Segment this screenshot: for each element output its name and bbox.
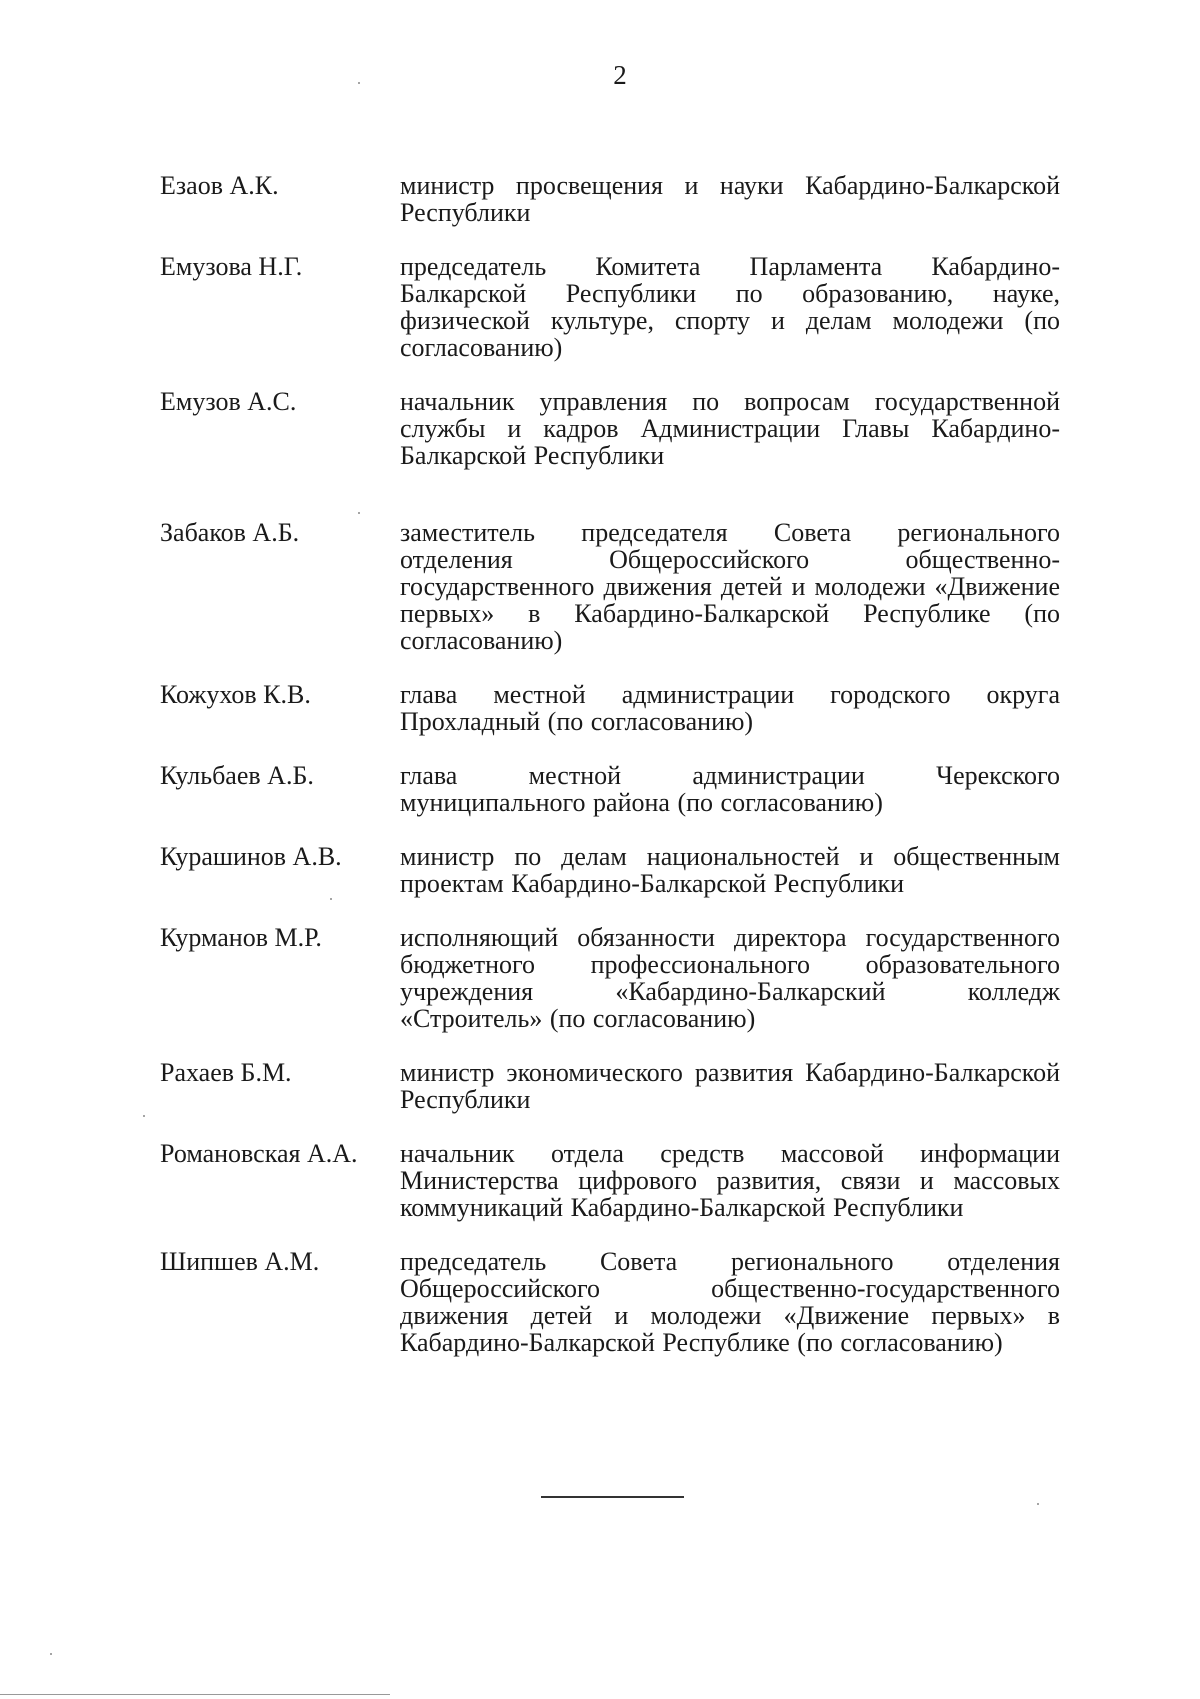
- end-of-list-rule: [541, 1496, 684, 1498]
- member-role: начальник отдела средств массовой информации Министерства цифрового развития, связи и массовых коммуникаций Кабардино-Балкарской Республики: [400, 1139, 1060, 1222]
- member-name: Романовская А.А.: [160, 1139, 358, 1168]
- member-role: министр экономического развития Кабардино-Балкарской Республики: [400, 1058, 1060, 1114]
- roster-entry: [160, 843, 1060, 897]
- roster-entry: [160, 1248, 1060, 1356]
- scan-speck: [358, 82, 360, 84]
- member-role: глава местной администрации городского округа Прохладный (по согласованию): [400, 680, 1060, 736]
- member-name: Кожухов К.В.: [160, 680, 311, 709]
- scan-speck: [1037, 1503, 1039, 1505]
- scan-speck: [330, 898, 332, 900]
- member-name: Емузова Н.Г.: [160, 252, 303, 281]
- page-number: 2: [613, 60, 627, 90]
- member-role: исполняющий обязанности директора государственного бюджетного профессионального образовательного учреждения «Кабардино-Балкарский колледж «Строитель» (по согласованию): [400, 923, 1060, 1033]
- member-name: Рахаев Б.М.: [160, 1058, 292, 1087]
- scan-speck: [143, 1115, 145, 1117]
- member-name: Кульбаев А.Б.: [160, 761, 314, 790]
- roster-entry: [160, 388, 1060, 469]
- roster-entry: [160, 681, 1060, 735]
- member-role: председатель Комитета Парламента Кабардино-Балкарской Республики по образованию, науке, физической культуре, спорту и делам молодежи (по согласованию): [400, 252, 1060, 362]
- member-role: министр по делам национальностей и общественным проектам Кабардино-Балкарской Республики: [400, 842, 1060, 898]
- scan-speck: [50, 1653, 52, 1655]
- roster-entry: [160, 924, 1060, 1032]
- roster-entry: [160, 172, 1060, 226]
- member-name: Езаов А.К.: [160, 171, 279, 200]
- member-name: Забаков А.Б.: [160, 518, 300, 547]
- roster-entry: [160, 1059, 1060, 1113]
- member-role: начальник управления по вопросам государственной службы и кадров Администрации Главы Кабардино-Балкарской Республики: [400, 387, 1060, 470]
- member-role: министр просвещения и науки Кабардино-Балкарской Республики: [400, 171, 1060, 227]
- member-name: Емузов А.С.: [160, 387, 297, 416]
- member-name: Шипшев А.М.: [160, 1247, 320, 1276]
- member-name: Курманов М.Р.: [160, 923, 322, 952]
- roster-entry: [160, 519, 1060, 654]
- member-role: заместитель председателя Совета регионального отделения Общероссийского общественно-государственного движения детей и молодежи «Движение первых» в Кабардино-Балкарской Республике (по согласованию): [400, 518, 1060, 655]
- roster-entry: [160, 253, 1060, 361]
- member-role: председатель Совета регионального отделения Общероссийского общественно-государственного движения детей и молодежи «Движение первых» в Кабардино-Балкарской Республике (по согласованию): [400, 1247, 1060, 1357]
- scan-edge-line: [0, 1694, 390, 1695]
- roster-entry: [160, 1140, 1060, 1221]
- member-name: Курашинов А.В.: [160, 842, 342, 871]
- member-roster: [160, 172, 1060, 1383]
- roster-entry: [160, 762, 1060, 816]
- member-role: глава местной администрации Черекского муниципального района (по согласованию): [400, 761, 1060, 817]
- scan-speck: [358, 512, 360, 514]
